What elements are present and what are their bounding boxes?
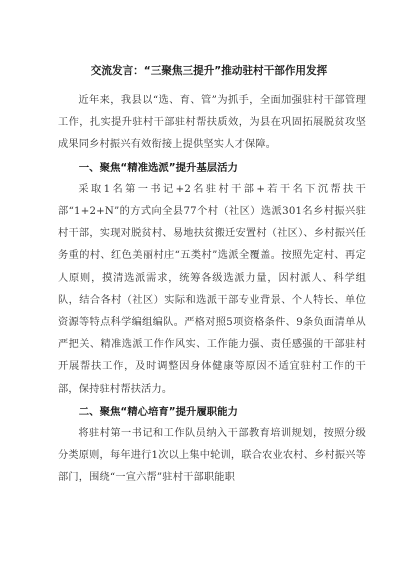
section-2-paragraph: 将驻村第一书记和工作队员纳入干部教育培训规划，按照分级分类原则，每年进行1次以上集中轮训，联合农业农村、乡村振兴等部门，围绕“一宣六帮”驻村干部职能职	[58, 428, 366, 484]
intro-paragraph: 近年来，我县以“选、育、管”为抓手，全面加强驻村干部管理工作，扎实提升驻村干部驻村帮扶质效，为县在巩固拓展脱贫攻坚成果同乡村振兴有效衔接上提供坚实人才保障。	[58, 95, 366, 151]
section-1-paragraph: 采取1名第一书记+2名驻村干部+若干名下沉帮扶干部“1+2+N”的方式向全县77个村（社区）选派301名乡村振兴驻村干部，实现对脱贫村、易地扶贫搬迁安置村（社区）、乡村振兴任务重的村、红色美丽村庄“五类村”选派全覆盖。按照先定村、再定人原则，摸清选派需求，统筹各级选派力量，因村派人、科学组队，结合各村（社区）实际和选派干部专业背景、个人特长、单位资源等特点科学编组编队。严格对照5项资格条件、9条负面清单从严把关、精准选派工作作风实、工作能力强、责任感强的干部驻村开展帮扶工作，及时调整因身体健康等原因不适宜驻村工作的干部，保持驻村帮扶活力。	[58, 183, 366, 395]
document-title: 交流发言：“三聚焦三提升”推动驻村干部作用发挥	[90, 65, 328, 77]
section-2-heading: 二、聚焦“精心培育”提升履职能力	[78, 405, 238, 418]
section-1-heading: 一、聚焦“精准选派”提升基层活力	[78, 161, 238, 174]
